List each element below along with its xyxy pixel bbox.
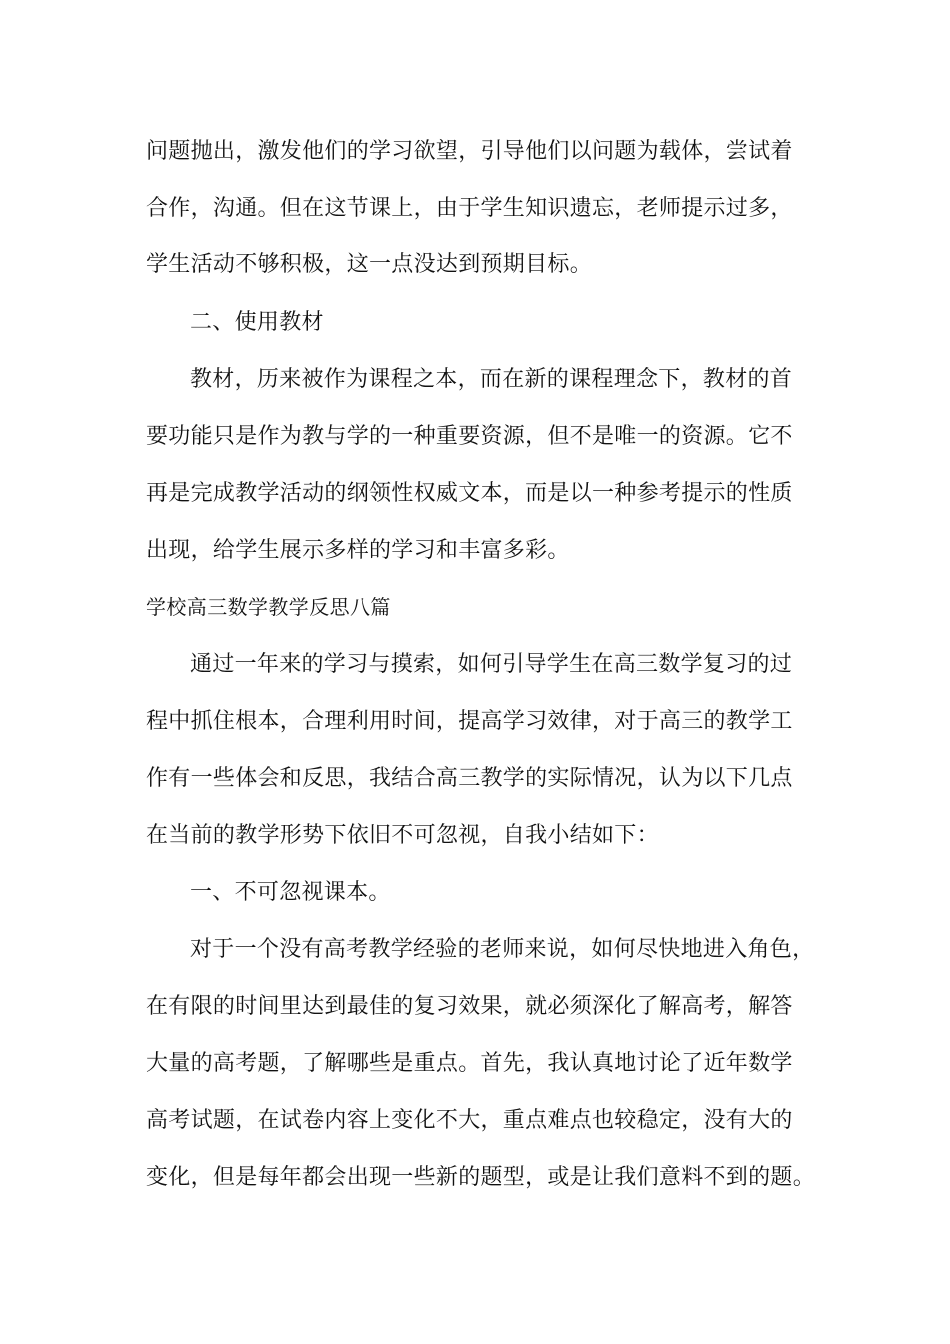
paragraph-line: 通过一年来的学习与摸索，如何引导学生在高三数学复习的过 (190, 652, 793, 677)
paragraph-line: 要功能只是作为教与学的一种重要资源，但不是唯一的资源。它不 (146, 424, 793, 449)
paragraph-line: 合作，沟通。但在这节课上，由于学生知识遗忘，老师提示过多， (146, 196, 793, 221)
paragraph-line: 再是完成教学活动的纲领性权威文本，而是以一种参考提示的性质 (146, 481, 793, 506)
paragraph-line: 问题抛出，激发他们的学习欲望，引导他们以问题为载体，尝试着 (146, 139, 793, 164)
section-heading: 一、不可忽视课本。 (190, 880, 391, 905)
paragraph-line: 在有限的时间里达到最佳的复习效果，就必须深化了解高考，解答 (146, 994, 793, 1019)
paragraph-line: 教材，历来被作为课程之本，而在新的课程理念下，教材的首 (190, 367, 793, 392)
paragraph-line: 对于一个没有高考教学经验的老师来说，如何尽快地进入角色， (190, 937, 815, 962)
paragraph-line: 在当前的教学形势下依旧不可忽视，自我小结如下： (146, 823, 659, 848)
paragraph-line: 学生活动不够积极，这一点没达到预期目标。 (146, 252, 593, 277)
paragraph-line: 大量的高考题，了解哪些是重点。首先，我认真地讨论了近年数学 (146, 1051, 793, 1076)
section-heading: 二、使用教材 (190, 310, 324, 335)
paragraph-line: 出现，给学生展示多样的学习和丰富多彩。 (146, 538, 570, 563)
paragraph-line: 变化，但是每年都会出现一些新的题型，或是让我们意料不到的题。 (146, 1165, 816, 1190)
document-title: 学校高三数学教学反思八篇 (146, 595, 391, 619)
paragraph-line: 高考试题，在试卷内容上变化不大，重点难点也较稳定，没有大的 (146, 1108, 793, 1133)
paragraph-line: 程中抓住根本，合理利用时间，提高学习效律，对于高三的教学工 (146, 709, 793, 734)
paragraph-line: 作有一些体会和反思，我结合高三教学的实际情况，认为以下几点 (146, 766, 793, 791)
